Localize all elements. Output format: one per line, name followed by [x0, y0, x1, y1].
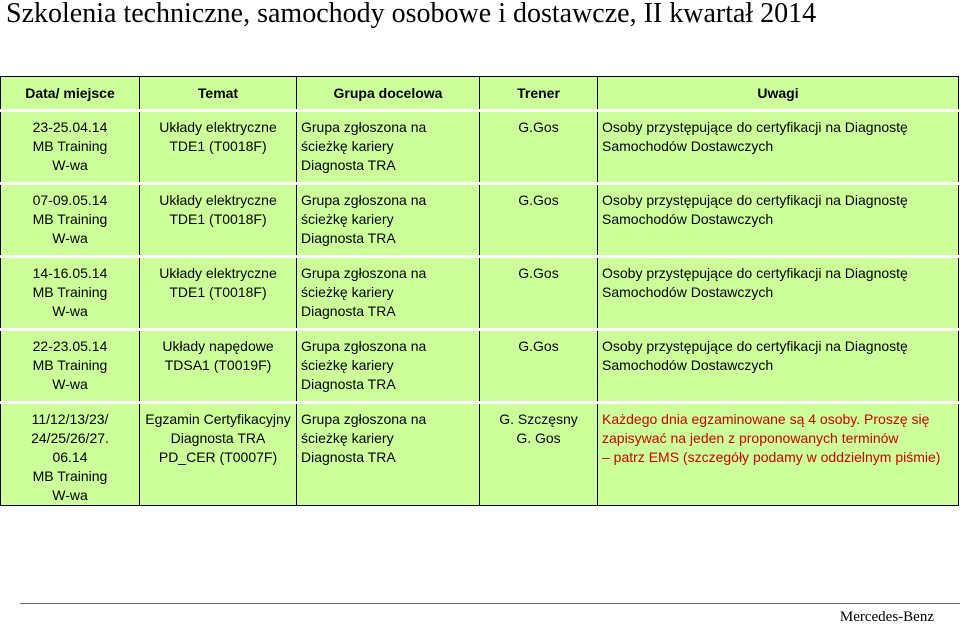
group-cell: [297, 330, 480, 403]
footer-divider: [20, 603, 960, 604]
header-topic: Temat: [140, 77, 297, 111]
topic-line: Układy napędowe: [162, 338, 274, 354]
group-line: Diagnosta TRA: [301, 230, 396, 246]
topic-line: TDE1 (T0018F): [169, 284, 267, 300]
group-line: Grupa zgłoszona na: [301, 338, 427, 354]
topic-line: Diagnosta TRA: [170, 430, 266, 446]
group-line: Grupa zgłoszona na: [301, 192, 427, 208]
date-line: MB Training: [32, 468, 108, 484]
topic-cell: [140, 330, 297, 403]
table-row: [1, 184, 959, 257]
group-line: ścieżkę kariery: [301, 211, 394, 227]
notes-line: Samochodów Dostawczych: [602, 138, 774, 154]
topic-line: TDE1 (T0018F): [169, 138, 267, 154]
group-cell: [297, 257, 480, 330]
trainer-line: G.Gos: [518, 192, 559, 208]
notes-cell: [598, 184, 959, 257]
table-row: [1, 257, 959, 330]
trainer-cell: [480, 403, 598, 506]
trainer-line: G.Gos: [518, 119, 559, 135]
date-line: 22-23.05.14: [32, 338, 108, 354]
topic-cell: [140, 184, 297, 257]
date-line: W-wa: [52, 376, 88, 392]
brand-logo-text: Mercedes-Benz: [839, 609, 934, 625]
group-line: ścieżkę kariery: [301, 357, 394, 373]
topic-cell: [140, 257, 297, 330]
group-line: ścieżkę kariery: [301, 138, 394, 154]
notes-line: – patrz EMS (szczegóły podamy w oddzielnym piśmie): [602, 449, 941, 465]
date-line: MB Training: [32, 211, 108, 227]
group-cell: [297, 184, 480, 257]
table-row: [1, 403, 959, 506]
trainer-cell: [480, 330, 598, 403]
group-line: Grupa zgłoszona na: [301, 119, 427, 135]
date-cell: [1, 330, 140, 403]
date-line: MB Training: [32, 357, 108, 373]
date-line: 07-09.05.14: [32, 192, 108, 208]
date-line: MB Training: [32, 138, 108, 154]
trainer-cell: [480, 184, 598, 257]
trainer-cell: [480, 111, 598, 184]
notes-line: Każdego dnia egzaminowane są 4 osoby. Proszę się: [602, 411, 930, 427]
notes-cell: [598, 330, 959, 403]
notes-cell: [598, 257, 959, 330]
group-line: Diagnosta TRA: [301, 157, 396, 173]
topic-line: Układy elektryczne: [159, 119, 277, 135]
notes-line: Samochodów Dostawczych: [602, 357, 774, 373]
table-row: [1, 330, 959, 403]
topic-line: Układy elektryczne: [159, 265, 277, 281]
trainer-line: G.Gos: [518, 338, 559, 354]
topic-cell: [140, 111, 297, 184]
date-line: 11/12/13/23/: [31, 411, 109, 427]
training-schedule-table: [0, 76, 959, 506]
date-line: 23-25.04.14: [32, 119, 108, 135]
group-line: Diagnosta TRA: [301, 449, 396, 465]
header-notes: Uwagi: [598, 77, 959, 111]
notes-line: Osoby przystępujące do certyfikacji na Diagnostę: [602, 192, 908, 208]
date-line: W-wa: [52, 157, 88, 173]
date-cell: [1, 403, 140, 506]
group-line: ścieżkę kariery: [301, 430, 394, 446]
trainer-line: G. Szczęsny: [499, 411, 578, 427]
header-date: Data/ miejsce: [1, 77, 140, 111]
table-header-row: [1, 77, 959, 111]
header-trainer: Trener: [480, 77, 598, 111]
date-line: 24/25/26/27.: [31, 430, 109, 446]
trainer-line: G.Gos: [518, 265, 559, 281]
notes-line: Samochodów Dostawczych: [602, 284, 774, 300]
date-line: W-wa: [52, 487, 88, 503]
topic-line: TDE1 (T0018F): [169, 211, 267, 227]
notes-cell: [598, 403, 959, 506]
notes-line: zapisywać na jeden z proponowanych terminów: [602, 430, 899, 446]
date-line: W-wa: [52, 230, 88, 246]
notes-cell: [598, 111, 959, 184]
date-line: W-wa: [52, 303, 88, 319]
topic-line: TDSA1 (T0019F): [164, 357, 272, 373]
trainer-cell: [480, 257, 598, 330]
group-line: Diagnosta TRA: [301, 376, 396, 392]
notes-line: Samochodów Dostawczych: [602, 211, 774, 227]
topic-line: Egzamin Certyfikacyjny: [145, 411, 291, 427]
date-line: 06.14: [52, 449, 88, 465]
notes-line: Osoby przystępujące do certyfikacji na Diagnostę: [602, 265, 908, 281]
table-row: [1, 111, 959, 184]
topic-line: PD_CER (T0007F): [158, 449, 278, 465]
date-cell: [1, 184, 140, 257]
notes-line: Osoby przystępujące do certyfikacji na Diagnostę: [602, 338, 908, 354]
date-cell: [1, 111, 140, 184]
page-title: Szkolenia techniczne, samochody osobowe i dostawcze, II kwartał 2014: [6, 0, 817, 29]
header-group: Grupa docelowa: [297, 77, 480, 111]
date-line: 14-16.05.14: [32, 265, 108, 281]
notes-line: Osoby przystępujące do certyfikacji na Diagnostę: [602, 119, 908, 135]
group-line: ścieżkę kariery: [301, 284, 394, 300]
group-cell: [297, 111, 480, 184]
date-cell: [1, 257, 140, 330]
group-line: Grupa zgłoszona na: [301, 265, 427, 281]
date-line: MB Training: [32, 284, 108, 300]
group-cell: [297, 403, 480, 506]
group-line: Grupa zgłoszona na: [301, 411, 427, 427]
group-line: Diagnosta TRA: [301, 303, 396, 319]
trainer-line: G. Gos: [516, 430, 561, 446]
topic-line: Układy elektryczne: [159, 192, 277, 208]
topic-cell: [140, 403, 297, 506]
